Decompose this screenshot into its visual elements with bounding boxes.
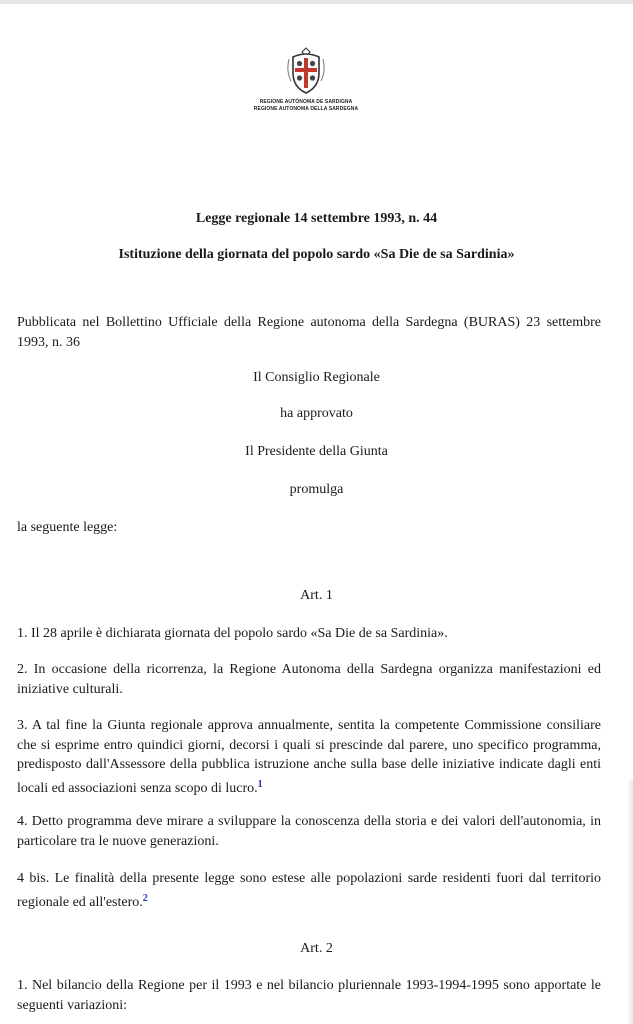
page-edge-shadow — [627, 780, 633, 1024]
article-1-clause-3 — [17, 716, 601, 798]
law-subtitle: Istituzione della giornata del popolo sardo «Sa Die de sa Sardinia» — [118, 247, 515, 262]
article-1-clause-1: 1. Il 28 aprile è dichiarata giornata del popolo sardo «Sa Die de sa Sardinia». — [17, 626, 448, 641]
law-title: Legge regionale 14 settembre 1993, n. 44 — [195, 211, 438, 226]
enactment-council: Il Consiglio Regionale — [253, 370, 380, 385]
logo-text-italian: REGIONE AUTONOMA DELLA SARDEGNA — [253, 106, 359, 112]
publication-note: Pubblicata nel Bollettino Ufficiale della Regione autonoma della Sardegna (BURAS) 23 settembre 1993, n. 36 — [17, 315, 601, 350]
article-1-clause-4bis — [17, 869, 601, 912]
enactment-following-law: la seguente legge: — [17, 520, 118, 535]
article-1-heading: Art. 1 — [300, 588, 333, 603]
article-2-heading: Art. 2 — [300, 941, 333, 956]
article-1-clause-4bis-text: 4 bis. Le finalità della presente legge sono estese alle popolazioni sarde residenti fuori dal territorio regionale ed all'estero. — [17, 871, 601, 910]
logo-text-sardinian: REGIONE AUTÒNOMA DE SARDIGNA — [259, 99, 353, 105]
article-2-clause-1: 1. Nel bilancio della Regione per il 1993 e nel bilancio pluriennale 1993-1994-1995 sono apportate le seguenti variazioni: — [17, 978, 601, 1013]
enactment-promulgates: promulga — [289, 482, 344, 497]
sardinia-coat-of-arms-icon — [285, 47, 327, 95]
footnote-link-1[interactable]: 1 — [257, 778, 263, 790]
article-1-clause-2: 2. In occasione della ricorrenza, la Regione Autonoma della Sardegna organizza manifestazioni ed iniziative culturali. — [17, 662, 601, 697]
article-1-clause-4: 4. Detto programma deve mirare a sviluppare la conoscenza della storia e dei valori dell'autonomia, in particolare tra le nuove generazioni. — [17, 814, 601, 849]
top-border — [0, 0, 633, 4]
enactment-approved: ha approvato — [280, 406, 353, 421]
article-1-clause-3-text: 3. A tal fine la Giunta regionale approva annualmente, sentita la competente Commissione consiliare che si esprime entro quindici giorni, decorsi i quali si prescinde dal parere, uno specifico programma, predisposto dall'Assessore della pubblica istruzione anche sulla base delle iniziative indicate dagli enti locali ed associazioni senza scopo di lucro. — [17, 718, 601, 796]
enactment-president: Il Presidente della Giunta — [245, 444, 388, 459]
footnote-link-2[interactable]: 2 — [142, 892, 148, 904]
